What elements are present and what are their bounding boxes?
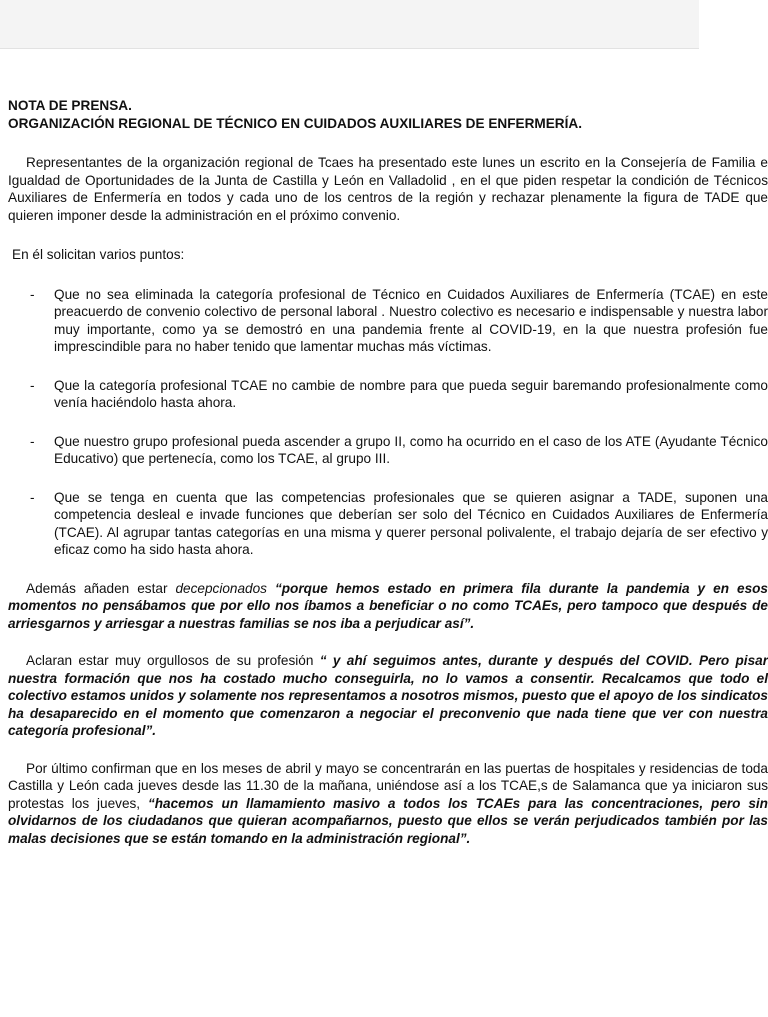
list-item xyxy=(8,286,768,356)
list-dash: - xyxy=(30,433,35,449)
paragraph-ultimo xyxy=(8,760,768,848)
request-points-list xyxy=(8,286,768,559)
list-dash: - xyxy=(30,377,35,393)
list-item-text: Que la categoría profesional TCAE no cambie de nombre para que pueda seguir baremando profesionalmente como venía haciéndolo hasta ahora. xyxy=(54,377,768,410)
intro-paragraph: Representantes de la organización regional de Tcaes ha presentado este lunes un escrito en la Consejería de Familia e Igualdad de Oportunidades de la Junta de Castilla y León en Valladolid , en el que piden respetar la condición de Técnicos Auxiliares de Enfermería en todos y cada uno de los centros de la región y rechazar plenamente la figura de TADE que quieren imponer desde la administración en el próximo convenio. xyxy=(8,155,768,223)
document-title: NOTA DE PRENSA. xyxy=(8,98,132,113)
paragraph-aclaran-lead: Aclaran estar muy orgullosos de su profesión xyxy=(26,653,320,668)
list-item-text: Que se tenga en cuenta que las competencias profesionales que se quieren asignar a TADE, suponen una competencia desleal e invade funciones que deberían ser solo del Técnico en Cuidados Auxiliares de Enfermería (TCAE). Al agrupar tantas categorías en una misma y querer personal polivalente, el trabajo dejaría de ser efectivo y eficaz como ha sido hasta ahora. xyxy=(54,489,768,557)
list-item xyxy=(8,377,768,412)
list-intro-text: En él solicitan varios puntos: xyxy=(12,247,185,262)
paragraph-ademas-italic: decepcionados xyxy=(175,580,267,596)
document-subtitle: ORGANIZACIÓN REGIONAL DE TÉCNICO EN CUIDADOS AUXILIARES DE ENFERMERÍA. xyxy=(8,115,582,131)
paragraph-ademas-quote: “porque hemos estado en primera fila durante la pandemia y en esos momentos no pensábamos que por ello nos íbamos a beneficiar o no como TCAEs, pero tampoco que después de arriesgarnos y arriesgar a nuestras familias se nos iba a perjudicar así”. xyxy=(8,580,768,631)
list-item-text: Que nuestro grupo profesional pueda ascender a grupo II, como ha ocurrido en el caso de los ATE (Ayudante Técnico Educativo) que pertenecía, como los TCAE, al grupo III. xyxy=(54,433,768,466)
list-item-text: Que no sea eliminada la categoría profesional de Técnico en Cuidados Auxiliares de Enfermería (TCAE) en este preacuerdo de convenio colectivo de personal laboral . Nuestro colectivo es necesario e indispensable y nuestra labor muy importante, como ya se demostró en una pandemia frente al COVID-19, en la que nuestra profesión fue imprescindible para no haber tenido que lamentar muchas más víctimas. xyxy=(54,286,768,354)
press-release-document xyxy=(8,97,768,847)
paragraph-ademas-space xyxy=(267,581,275,596)
paragraph-ademas xyxy=(8,580,768,633)
paragraph-ultimo-quote: “hacemos un llamamiento masivo a todos los TCAEs para las concentraciones, pero sin olvidarnos de los ciudadanos que quieran acompañarnos, puesto que ellos se verán perjudicados también por las malas decisiones que se están tomando en la administración regional”. xyxy=(8,795,768,846)
paragraph-ultimo-lead: Por último confirman que en los meses de abril y mayo se concentrarán en las puertas de hospitales y residencias de toda Castilla y León cada jueves desde las 11.30 de la mañana, uniéndose así a los TCAE,s de Salamanca que ya iniciaron sus protestas los jueves, xyxy=(8,760,768,811)
list-dash: - xyxy=(30,286,35,302)
list-item xyxy=(8,489,768,559)
list-item xyxy=(8,433,768,468)
list-intro xyxy=(8,246,768,264)
paragraph-aclaran xyxy=(8,652,768,740)
list-dash: - xyxy=(30,489,35,505)
paragraph-aclaran-quote: “ y ahí seguimos antes, durante y después del COVID. Pero pisar nuestra formación que nos ha costado mucho conseguirla, no lo vamos a consentir. Recalcamos que todo el colectivo estamos unidos y solamente nos representamos a nosotros mismos, puesto que el apoyo de los sindicatos ha desaparecido en el momento que comenzaron a negociar el preconvenio que nada tiene que ver con nuestra categoría profesional”. xyxy=(8,653,768,738)
paragraph-ademas-lead: Además añaden estar xyxy=(26,580,176,596)
